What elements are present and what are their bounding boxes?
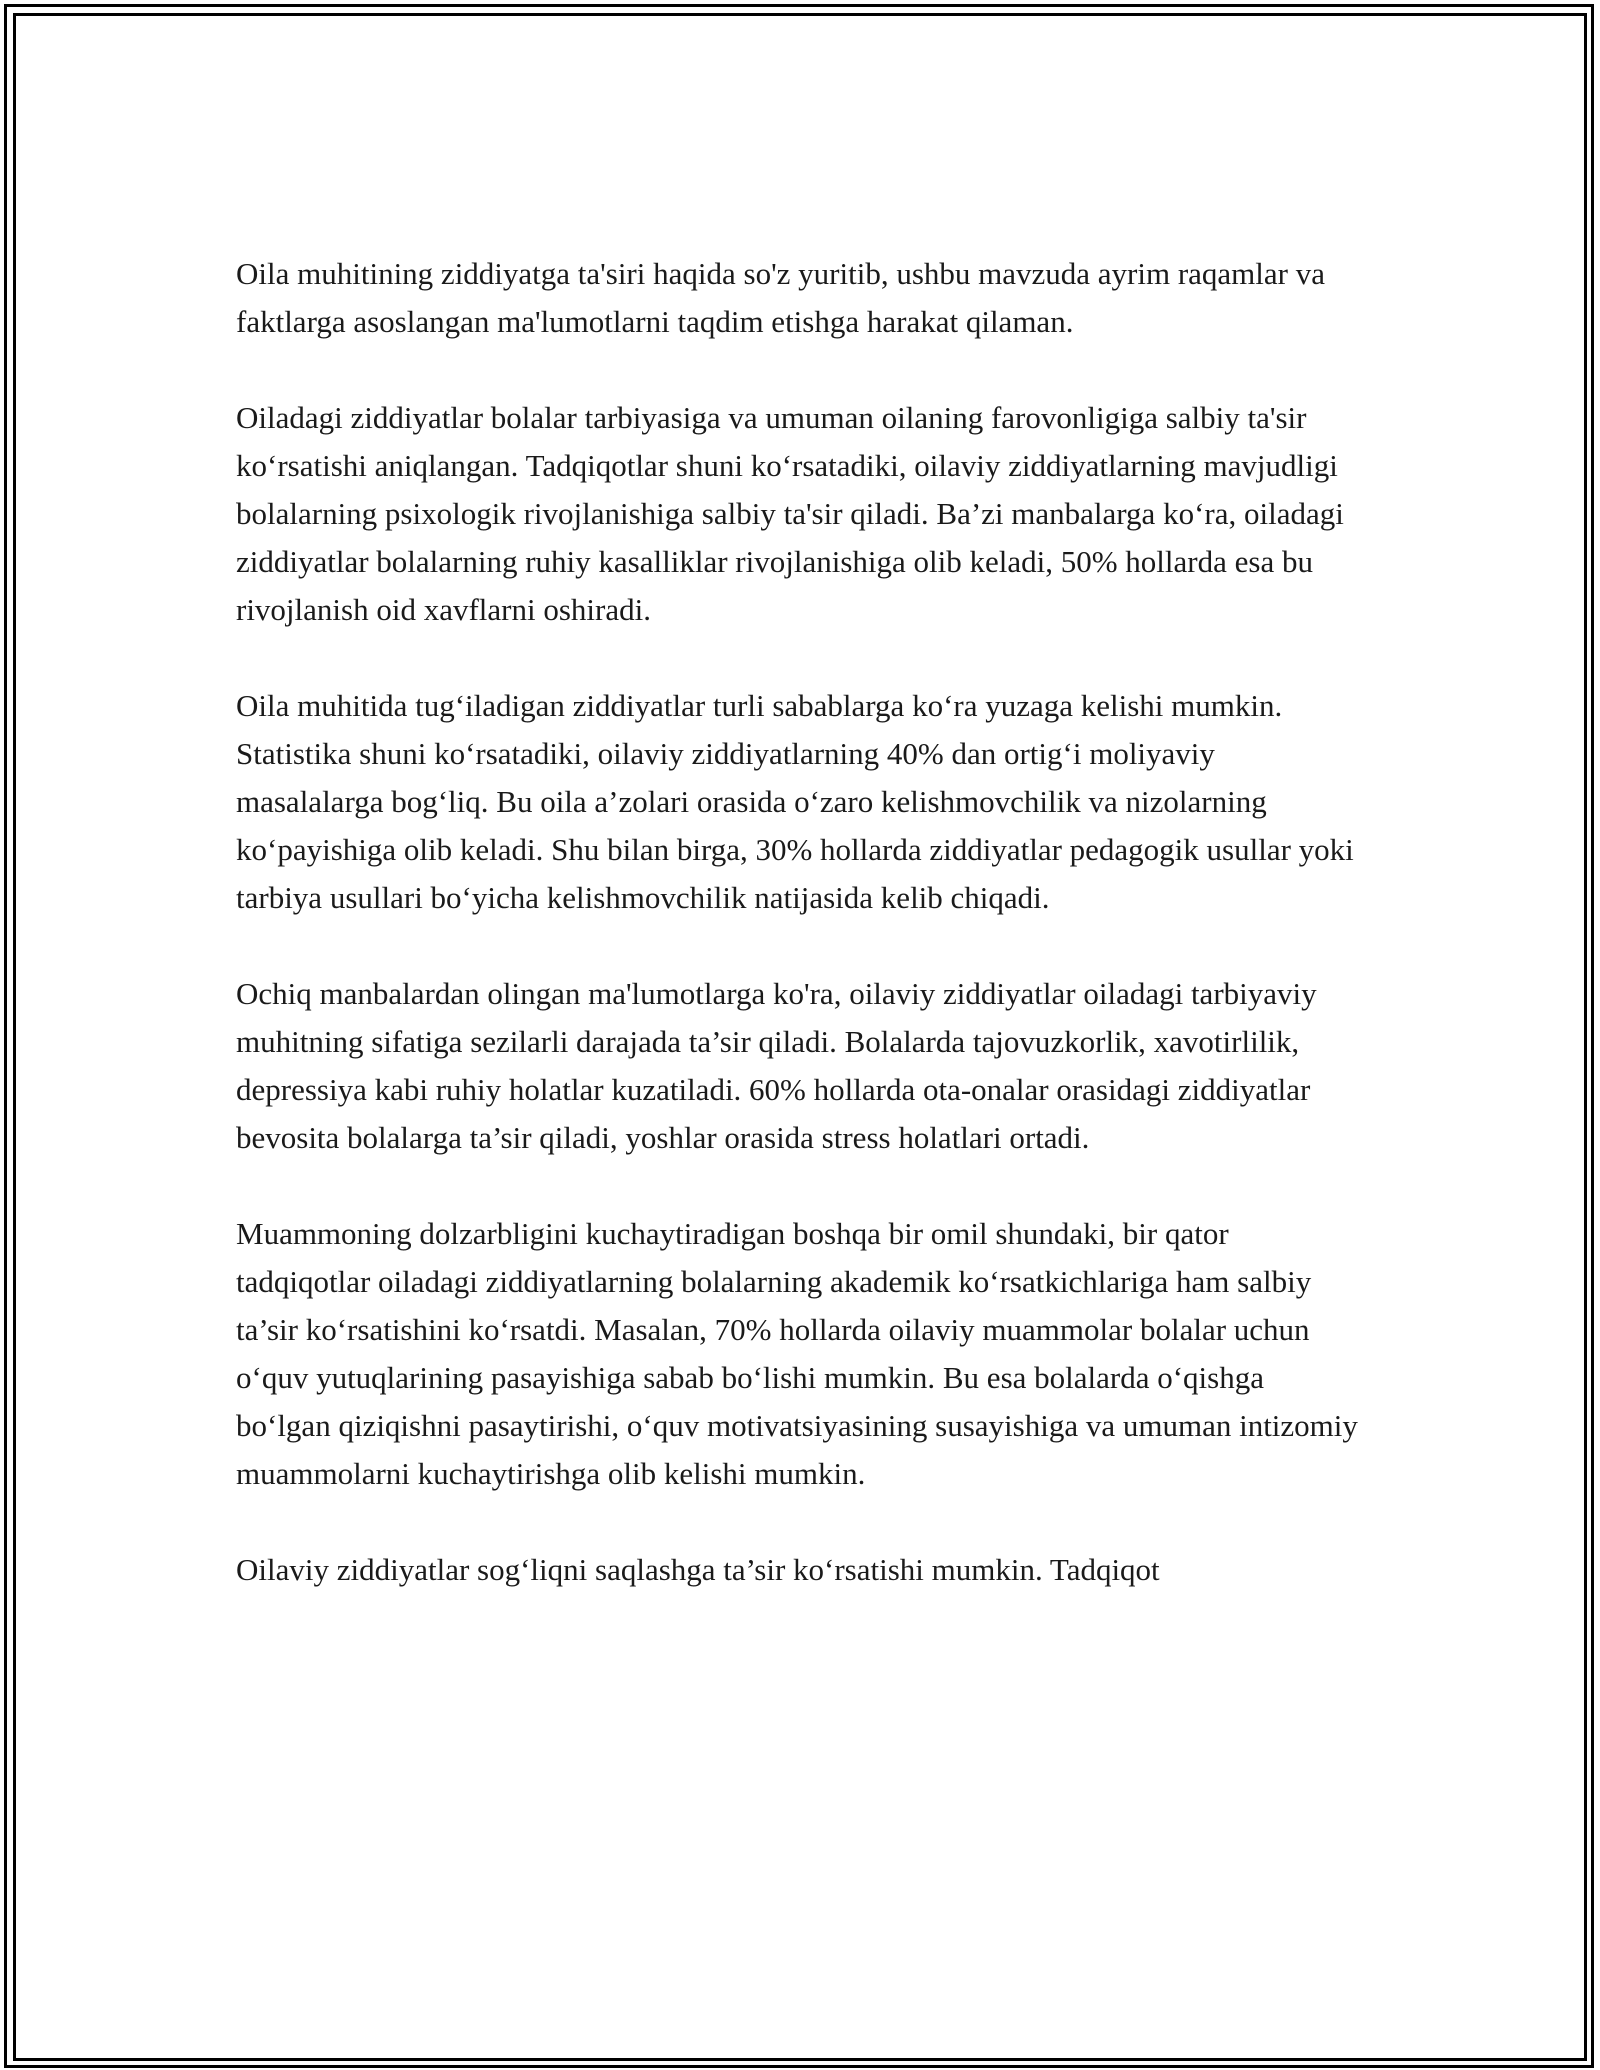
paragraph: Oilaviy ziddiyatlar sogʻliqni saqlashga ta’sir koʻrsatishi mumkin. Tadqiqot — [236, 1552, 1160, 1587]
document-body — [236, 250, 1360, 1642]
paragraph: Oila muhitining ziddiyatga ta'siri haqida so'z yuritib, ushbu mavzuda ayrim raqamlar va faktlarga asoslangan ma'lumotlarni taqdim etishga harakat qilaman. — [236, 256, 1325, 339]
paragraph: Oiladagi ziddiyatlar bolalar tarbiyasiga va umuman oilaning farovonligiga salbiy ta'sir koʻrsatishi aniqlangan. Tadqiqotlar shuni koʻrsatadiki, oilaviy ziddiyatlarning mavjudligi bolalarning psixologik rivojlanishiga salbiy ta'sir qiladi. Ba’zi manbalarga koʻra, oiladagi ziddiyatlar bolalarning ruhiy kasalliklar rivojlanishiga olib keladi, 50% hollarda esa bu rivojlanish oid xavflarni oshiradi. — [236, 400, 1344, 627]
paragraph: Oila muhitida tugʻiladigan ziddiyatlar turli sabablarga koʻra yuzaga kelishi mumkin. Statistika shuni koʻrsatadiki, oilaviy ziddiyatlarning 40% dan ortigʻi moliyaviy masalalarga bogʻliq. Bu oila a’zolari orasida oʻzaro kelishmovchilik va nizolarning koʻpayishiga olib keladi. Shu bilan birga, 30% hollarda ziddiyatlar pedagogik usullar yoki tarbiya usullari boʻyicha kelishmovchilik natijasida kelib chiqadi. — [236, 688, 1354, 915]
paragraph: Ochiq manbalardan olingan ma'lumotlarga ko'ra, oilaviy ziddiyatlar oiladagi tarbiyaviy muhitning sifatiga sezilarli darajada ta’sir qiladi. Bolalarda tajovuzkorlik, xavotirlilik, depressiya kabi ruhiy holatlar kuzatiladi. 60% hollarda ota-onalar orasidagi ziddiyatlar bevosita bolalarga ta’sir qiladi, yoshlar orasida stress holatlari ortadi. — [236, 976, 1317, 1155]
paragraph: Muammoning dolzarbligini kuchaytiradigan boshqa bir omil shundaki, bir qator tadqiqotlar oiladagi ziddiyatlarning bolalarning akademik koʻrsatkichlariga ham salbiy ta’sir koʻrsatishini koʻrsatdi. Masalan, 70% hollarda oilaviy muammolar bolalar uchun oʻquv yutuqlarining pasayishiga sabab boʻlishi mumkin. Bu esa bolalarda oʻqishga boʻlgan qiziqishni pasaytirishi, oʻquv motivatsiyasining susayishiga va umuman intizomiy muammolarni kuchaytirishga olib kelishi mumkin. — [236, 1216, 1358, 1491]
